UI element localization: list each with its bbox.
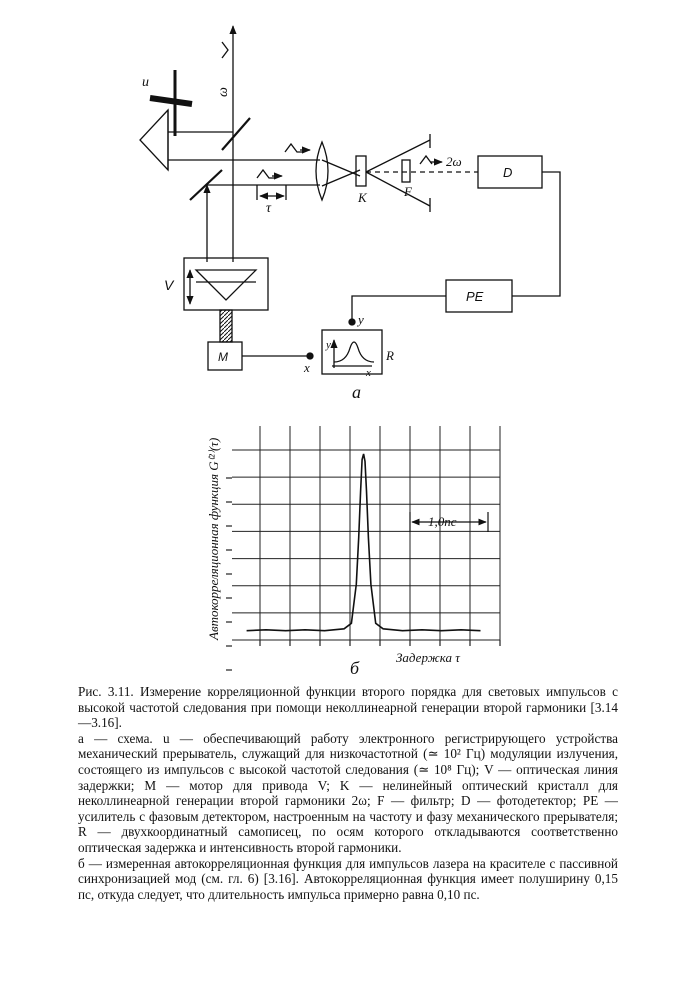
terminal-y bbox=[349, 319, 355, 325]
filter-F bbox=[402, 160, 410, 182]
label-M: M bbox=[218, 350, 228, 364]
beam-splitter bbox=[222, 118, 250, 150]
y-axis-label: Автокорреляционная функция G⁽²⁾(τ) bbox=[206, 437, 221, 640]
recorder-trace bbox=[334, 342, 374, 362]
recorder-R bbox=[322, 330, 382, 374]
label-plot-y: y bbox=[326, 339, 331, 351]
figure-caption bbox=[78, 684, 618, 902]
label-b: б bbox=[350, 658, 360, 678]
delay-line-V bbox=[184, 258, 268, 310]
lens bbox=[316, 142, 328, 200]
delay-prism bbox=[196, 270, 256, 300]
label-2omega: 2ω bbox=[446, 154, 462, 169]
autocorrelation-graph bbox=[206, 426, 500, 678]
input-pulse-icon bbox=[222, 42, 228, 58]
label-V: V bbox=[164, 277, 174, 293]
label-u: u bbox=[142, 75, 149, 90]
graph-ticks bbox=[226, 478, 500, 670]
series-line-G2 bbox=[247, 454, 481, 631]
label-y: y bbox=[358, 312, 364, 327]
label-R: R bbox=[386, 348, 394, 363]
label-K: K bbox=[358, 190, 367, 205]
label-tau: τ bbox=[266, 201, 272, 216]
caption-para-a: а — схема. u — обеспечивающий работу электронного регистрирующего устройства механический прерыватель, служащий для низкочастотной (≃ 10² Гц) модуляции излучения, состоящего из импульсов с высокой частотой следования (≃ 10⁸ Гц); V — оптическая линия задержки; M — мотор для привода V; K — нелинейный оптический кристалл для неколлинеарной генерации второй гармоники 2ω; F — фильтр; D — фотодетектор; PE — усилитель с фазовым детектором, настроенным на частоту и фазу механического прерывателя; R — двухкоординатный самописец, по осям которого откладываются соответственно оптическая задержка и интенсивность второй гармоники. bbox=[78, 730, 618, 855]
caption-title: Рис. 3.11. Измерение корреляционной функции второго порядка для световых импульсов с высокой частотой следования при помощи неколлинеарной генерации второй гармоники [3.14—3.16]. bbox=[78, 684, 618, 731]
setup-schematic bbox=[140, 26, 560, 402]
label-plot-x: x bbox=[366, 367, 371, 379]
label-omega: ω bbox=[216, 87, 231, 97]
pulse-lower bbox=[257, 170, 275, 178]
label-F: F bbox=[404, 184, 412, 199]
graph-grid bbox=[232, 426, 500, 640]
terminal-x bbox=[307, 353, 313, 359]
pulse-upper bbox=[285, 144, 303, 152]
x-axis-label: Задержка τ bbox=[396, 650, 460, 665]
label-PE: PE bbox=[466, 289, 484, 304]
pulse-2omega bbox=[420, 156, 432, 164]
motor-shaft bbox=[220, 310, 232, 342]
label-D: D bbox=[503, 165, 513, 180]
left-prism bbox=[140, 110, 168, 170]
scale-label: 1,0пс bbox=[428, 514, 457, 529]
label-a: а bbox=[352, 382, 361, 402]
chopper-arm bbox=[150, 98, 192, 104]
caption-para-b: б — измеренная автокорреляционная функция для импульсов лазера на красителе с пассивной синхронизацией мод (см. гл. 6) [3.16]. Автокорреляционная функция имеет полуширину 0,15 пс, откуда следует, что длительность импульса примерно равна 0,10 пс. bbox=[78, 855, 618, 902]
label-x: x bbox=[304, 360, 310, 375]
